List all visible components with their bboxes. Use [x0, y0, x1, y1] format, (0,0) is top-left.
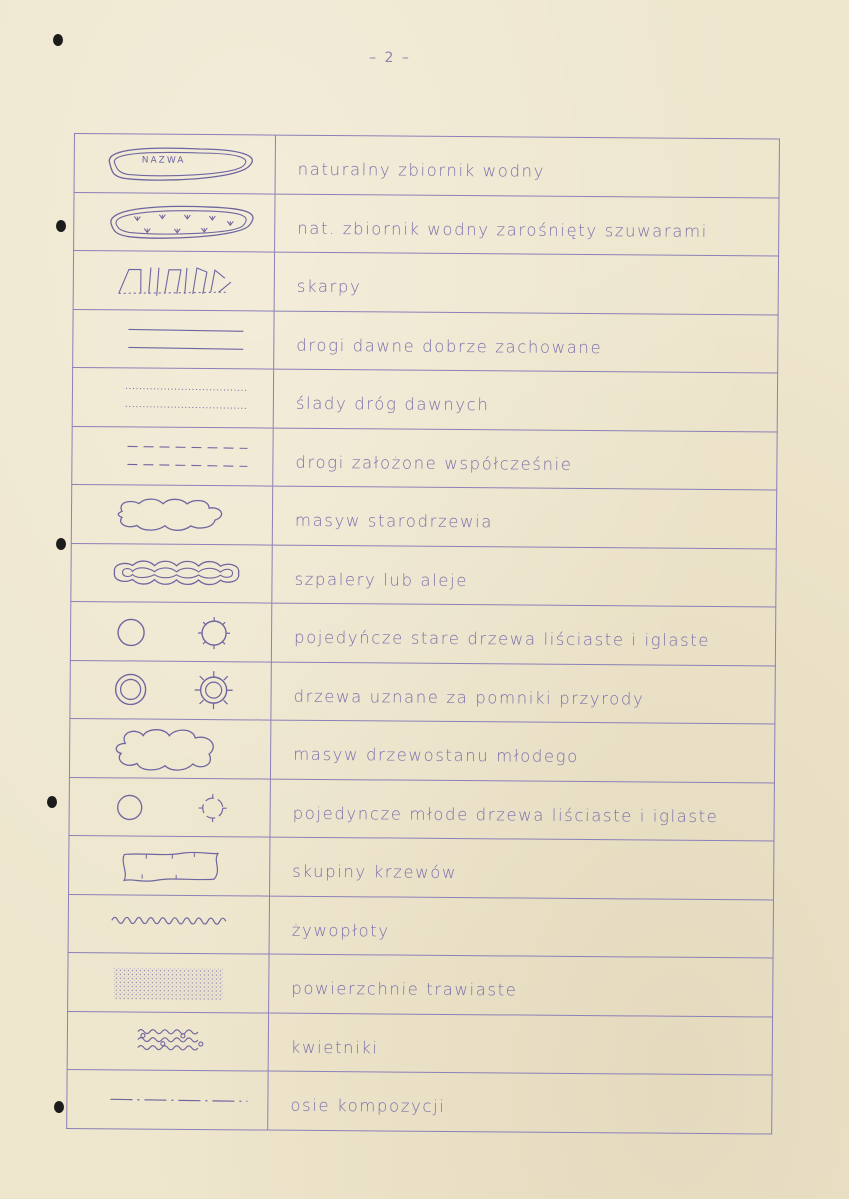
symbol-cell — [69, 777, 270, 837]
symbol-cell — [69, 718, 270, 778]
legend-table — [66, 133, 780, 1134]
legend-row — [69, 835, 774, 899]
punch-hole-3 — [56, 538, 66, 550]
grass-surface-icon — [83, 957, 253, 1008]
symbol-cell — [71, 543, 272, 603]
legend-row — [67, 1069, 772, 1133]
label-cell: naturalny zbiornik wodny — [275, 135, 779, 197]
label-cell: żywopłoty — [269, 896, 773, 958]
legend-row — [73, 251, 778, 315]
legend-row — [68, 952, 773, 1016]
symbol-cell — [73, 251, 274, 311]
page-number: – 2 – — [369, 50, 411, 66]
label-cell: pojedyńcze stare drzewa liściaste i iglaste — [271, 603, 775, 665]
legend-row — [70, 601, 775, 665]
symbol-cell — [74, 192, 275, 252]
reed-water-body-icon — [89, 196, 259, 247]
label-cell: masyw drzewostanu młodego — [270, 720, 774, 782]
label-cell: drogi dawne dobrze zachowane — [274, 311, 778, 373]
symbol-cell — [67, 1011, 268, 1071]
punch-hole-2 — [56, 220, 66, 232]
double-dotted-line-icon — [88, 372, 258, 423]
legend-row — [70, 660, 775, 724]
punch-hole-4 — [47, 796, 57, 808]
symbol-cell — [72, 367, 273, 427]
label-cell: skarpy — [274, 252, 778, 314]
young-tree-symbols-icon — [85, 781, 255, 832]
label-cell: skupiny krzewów — [270, 837, 774, 899]
old-tree-mass-icon — [87, 489, 257, 540]
flowerbed-icon — [83, 1015, 253, 1066]
young-tree-mass-icon — [85, 723, 255, 774]
label-cell: nat. zbiornik wodny zarośnięty szuwarami — [275, 194, 779, 256]
legend-row — [74, 192, 779, 256]
symbol-cell — [72, 426, 273, 486]
symbol-cell — [67, 1069, 268, 1129]
symbol-cell — [69, 835, 270, 895]
label-cell: kwietniki — [268, 1013, 772, 1075]
symbol-cell — [70, 601, 271, 661]
symbol-cell — [73, 309, 274, 369]
label-cell: szpalery lub aleje — [272, 545, 776, 607]
legend-row — [72, 367, 777, 431]
label-cell: powierzchnie trawiaste — [269, 954, 773, 1016]
legend-row — [69, 718, 774, 782]
water-body-icon — [90, 138, 260, 189]
label-cell: ślady dróg dawnych — [273, 369, 777, 431]
legend-row — [68, 894, 773, 958]
legend-row — [73, 309, 778, 373]
shrub-group-icon — [84, 840, 254, 891]
composition-axis-icon — [82, 1074, 252, 1125]
old-tree-symbols-icon — [86, 606, 256, 657]
double-solid-line-icon — [88, 313, 258, 364]
legend-row — [69, 777, 774, 841]
double-dashed-line-icon — [87, 430, 257, 481]
escarpment-icon — [89, 255, 259, 306]
legend-row — [67, 1011, 772, 1075]
punch-hole-5 — [54, 1101, 64, 1113]
label-cell: osie kompozycji — [268, 1071, 772, 1133]
symbol-cell — [68, 894, 269, 954]
punch-hole-1 — [53, 34, 63, 46]
legend-row — [71, 543, 776, 607]
symbol-cell — [71, 484, 272, 544]
svg-text:NAZWA: NAZWA — [141, 155, 186, 166]
avenue-chain-icon — [86, 547, 256, 598]
legend-row — [71, 484, 776, 548]
label-cell: masyw starodrzewia — [272, 486, 776, 548]
symbol-cell — [70, 660, 271, 720]
legend-row — [74, 134, 779, 198]
label-cell: drogi założone współcześnie — [273, 428, 777, 490]
symbol-cell — [74, 134, 275, 194]
hedge-icon — [84, 898, 254, 949]
monument-tree-symbols-icon — [85, 664, 255, 715]
label-cell: pojedyncze młode drzewa liściaste i iglaste — [270, 779, 774, 841]
symbol-cell — [68, 952, 269, 1012]
legend-row — [72, 426, 777, 490]
label-cell: drzewa uznane za pomniki przyrody — [271, 662, 775, 724]
